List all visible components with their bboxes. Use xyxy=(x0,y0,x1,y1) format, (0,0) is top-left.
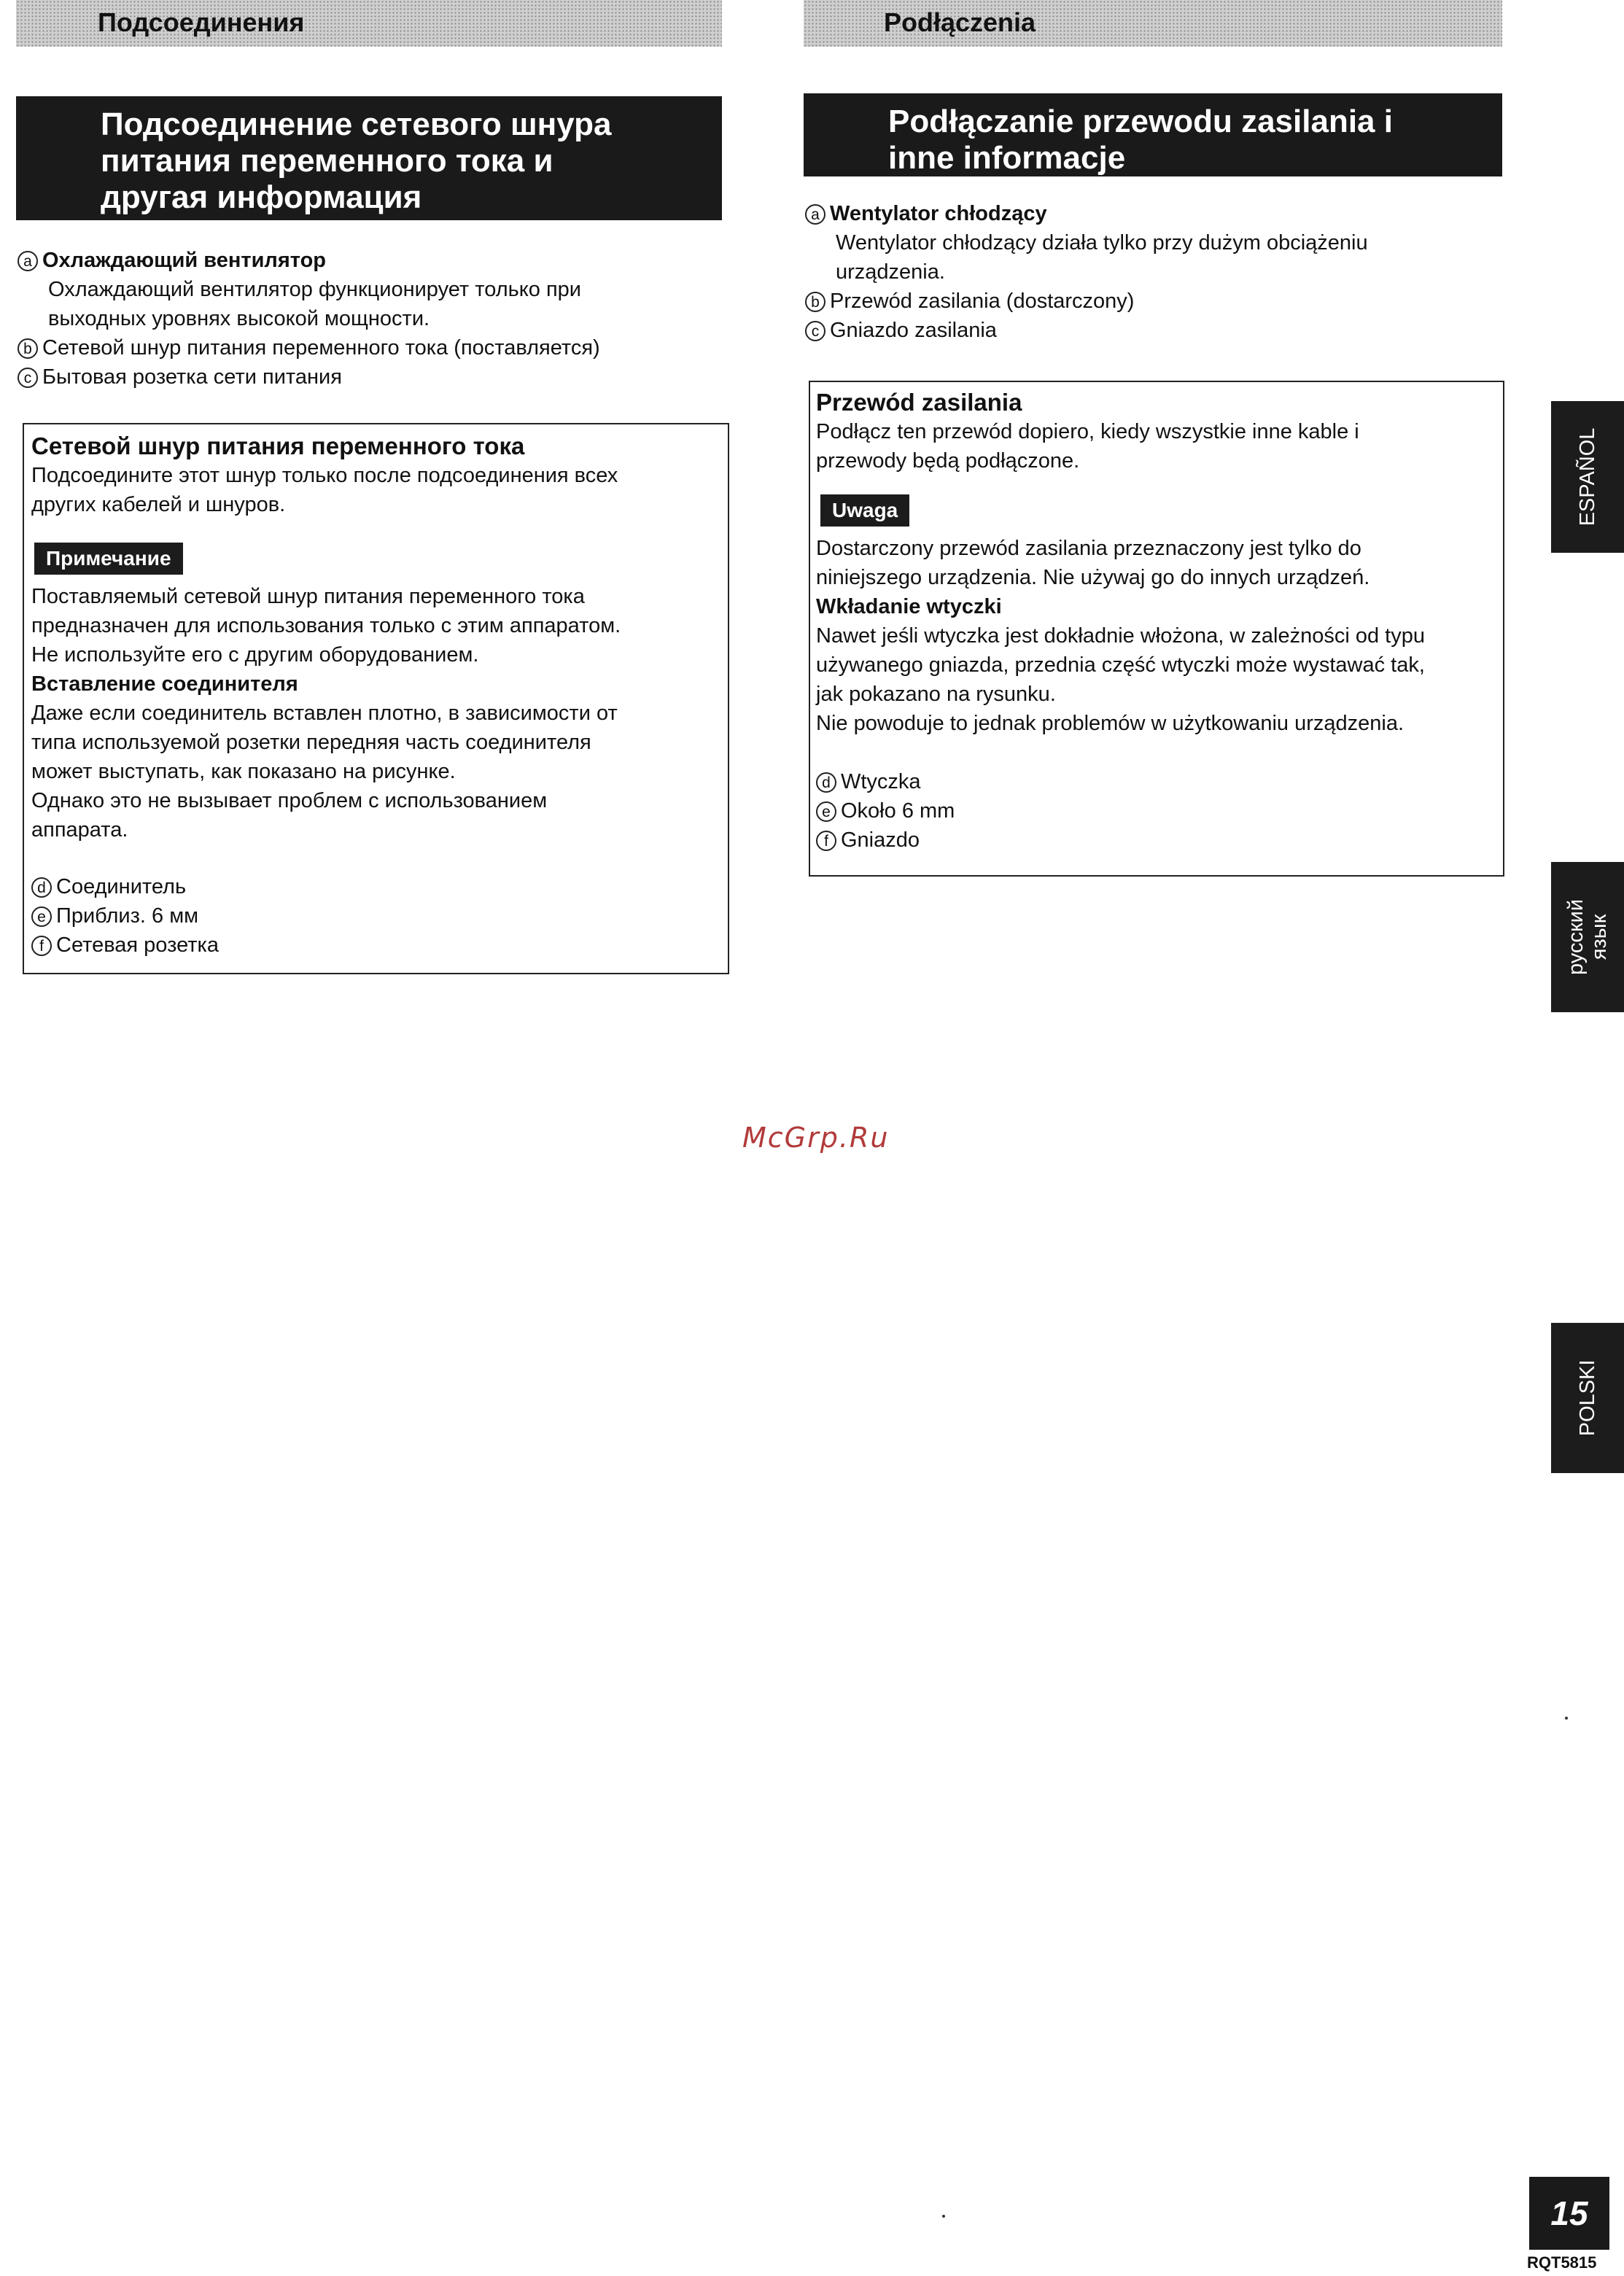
note-text: niniejszego urządzenia. Nie używaj go do innych urządzeń. xyxy=(816,566,1370,589)
info-box-left xyxy=(23,423,729,974)
box-intro: przewody będą podłączone. xyxy=(816,449,1080,473)
title-line: Podłączanie przewodu zasilania i xyxy=(888,104,1393,139)
item-c-text: Gniazdo zasilania xyxy=(830,319,997,342)
item-a-right xyxy=(805,199,1505,345)
lang-tab-label: POLSKI xyxy=(1576,1359,1599,1437)
item-d: Соединитель xyxy=(56,875,187,898)
section-tab-left xyxy=(16,0,722,47)
marker-c: c xyxy=(805,321,825,341)
lang-tab-line: русский xyxy=(1564,898,1588,976)
marker-e: e xyxy=(31,906,52,927)
note-text: Не используйте его с другим оборудованием. xyxy=(31,643,479,667)
marker-a: a xyxy=(805,204,825,225)
page-number: 15 xyxy=(1529,2177,1609,2250)
marker-f: f xyxy=(31,936,52,956)
item-a-title: Wentylator chłodzący xyxy=(830,202,1047,225)
doc-code: RQT5815 xyxy=(1527,2253,1597,2272)
marker-e: e xyxy=(816,801,836,822)
item-a-text: urządzenia. xyxy=(836,260,945,284)
scan-dot xyxy=(942,2215,945,2218)
item-b-text: Przewód zasilania (dostarczony) xyxy=(830,290,1135,313)
watermark: McGrp.Ru xyxy=(742,1122,890,1154)
note-text: Dostarczony przewód zasilania przeznaczony jest tylko do xyxy=(816,537,1361,560)
section-tab-label: Podłączenia xyxy=(884,7,1036,37)
note-text: Поставляемый сетевой шнур питания переменного тока xyxy=(31,585,585,608)
marker-b: b xyxy=(805,292,825,312)
lang-tab-polski xyxy=(1551,1323,1624,1473)
info-box-right xyxy=(809,381,1504,877)
box-intro: других кабелей и шнуров. xyxy=(31,493,286,516)
insert-text: Nie powoduje to jednak problemów w użytkowaniu urządzenia. xyxy=(816,712,1405,735)
title-line: другая информация xyxy=(101,179,422,215)
marker-a: a xyxy=(18,251,38,271)
insert-text: Однако это не вызывает проблем с использованием xyxy=(31,789,548,812)
insert-text: jak pokazano na rysunku. xyxy=(816,683,1056,706)
item-f: Gniazdo xyxy=(841,828,920,852)
title-line: питания переменного тока и xyxy=(101,143,553,179)
item-e: Приблиз. 6 мм xyxy=(56,904,199,928)
item-a-text: Охлаждающий вентилятор функционирует только при xyxy=(48,278,581,301)
item-a-text: Wentylator chłodzący działa tylko przy dużym obciążeniu xyxy=(836,231,1368,255)
item-e: Około 6 mm xyxy=(841,799,955,823)
lang-tab-line: язык xyxy=(1588,914,1611,960)
insert-title: Вставление соединителя xyxy=(31,672,298,696)
insert-text: Nawet jeśli wtyczka jest dokładnie włożona, w zależności od typu xyxy=(816,624,1425,648)
section-tab-right xyxy=(804,0,1502,47)
insert-text: Даже если соединитель вставлен плотно, в зависимости от xyxy=(31,702,618,725)
item-d: Wtyczka xyxy=(841,770,921,793)
section-title-box-right xyxy=(804,93,1502,176)
item-a-title: Охлаждающий вентилятор xyxy=(42,249,326,272)
insert-title: Wkładanie wtyczki xyxy=(816,595,1002,618)
item-f: Сетевая розетка xyxy=(56,933,219,957)
marker-c: c xyxy=(18,368,38,388)
marker-b: b xyxy=(18,338,38,359)
scan-dot xyxy=(1565,1717,1568,1720)
note-label: Uwaga xyxy=(820,494,909,527)
insert-text: может выступать, как показано на рисунке. xyxy=(31,760,456,783)
lang-tab-russian xyxy=(1551,862,1624,1012)
title-line: Подсоединение сетевого шнура xyxy=(101,106,612,142)
note-text: предназначен для использования только с этим аппаратом. xyxy=(31,614,621,637)
box-intro: Подсоедините этот шнур только после подсоединения всех xyxy=(31,464,618,487)
box-title: Сетевой шнур питания переменного тока xyxy=(31,432,525,459)
box-title: Przewód zasilania xyxy=(816,389,1022,416)
box-intro: Podłącz ten przewód dopiero, kiedy wszystkie inne kable i xyxy=(816,420,1359,443)
marker-f: f xyxy=(816,831,836,851)
insert-text: типа используемой розетки передняя часть соединителя xyxy=(31,731,591,754)
marker-d: d xyxy=(816,772,836,793)
item-a-left xyxy=(18,246,718,392)
section-tab-label: Подсоединения xyxy=(98,7,305,37)
item-b-text: Сетевой шнур питания переменного тока (поставляется) xyxy=(42,336,600,360)
section-title-box-left xyxy=(16,96,722,220)
title-line: inne informacje xyxy=(888,140,1126,176)
lang-tab-label xyxy=(1564,899,1611,975)
insert-text: аппарата. xyxy=(31,818,128,842)
marker-d: d xyxy=(31,877,52,898)
lang-tab-espanol xyxy=(1551,401,1624,553)
note-label: Примечание xyxy=(34,543,183,575)
insert-text: używanego gniazda, przednia część wtyczki może wystawać tak, xyxy=(816,653,1425,677)
lang-tab-label: ESPAÑOL xyxy=(1576,427,1599,527)
item-c-text: Бытовая розетка сети питания xyxy=(42,365,342,389)
item-a-text: выходных уровнях высокой мощности. xyxy=(48,307,430,330)
